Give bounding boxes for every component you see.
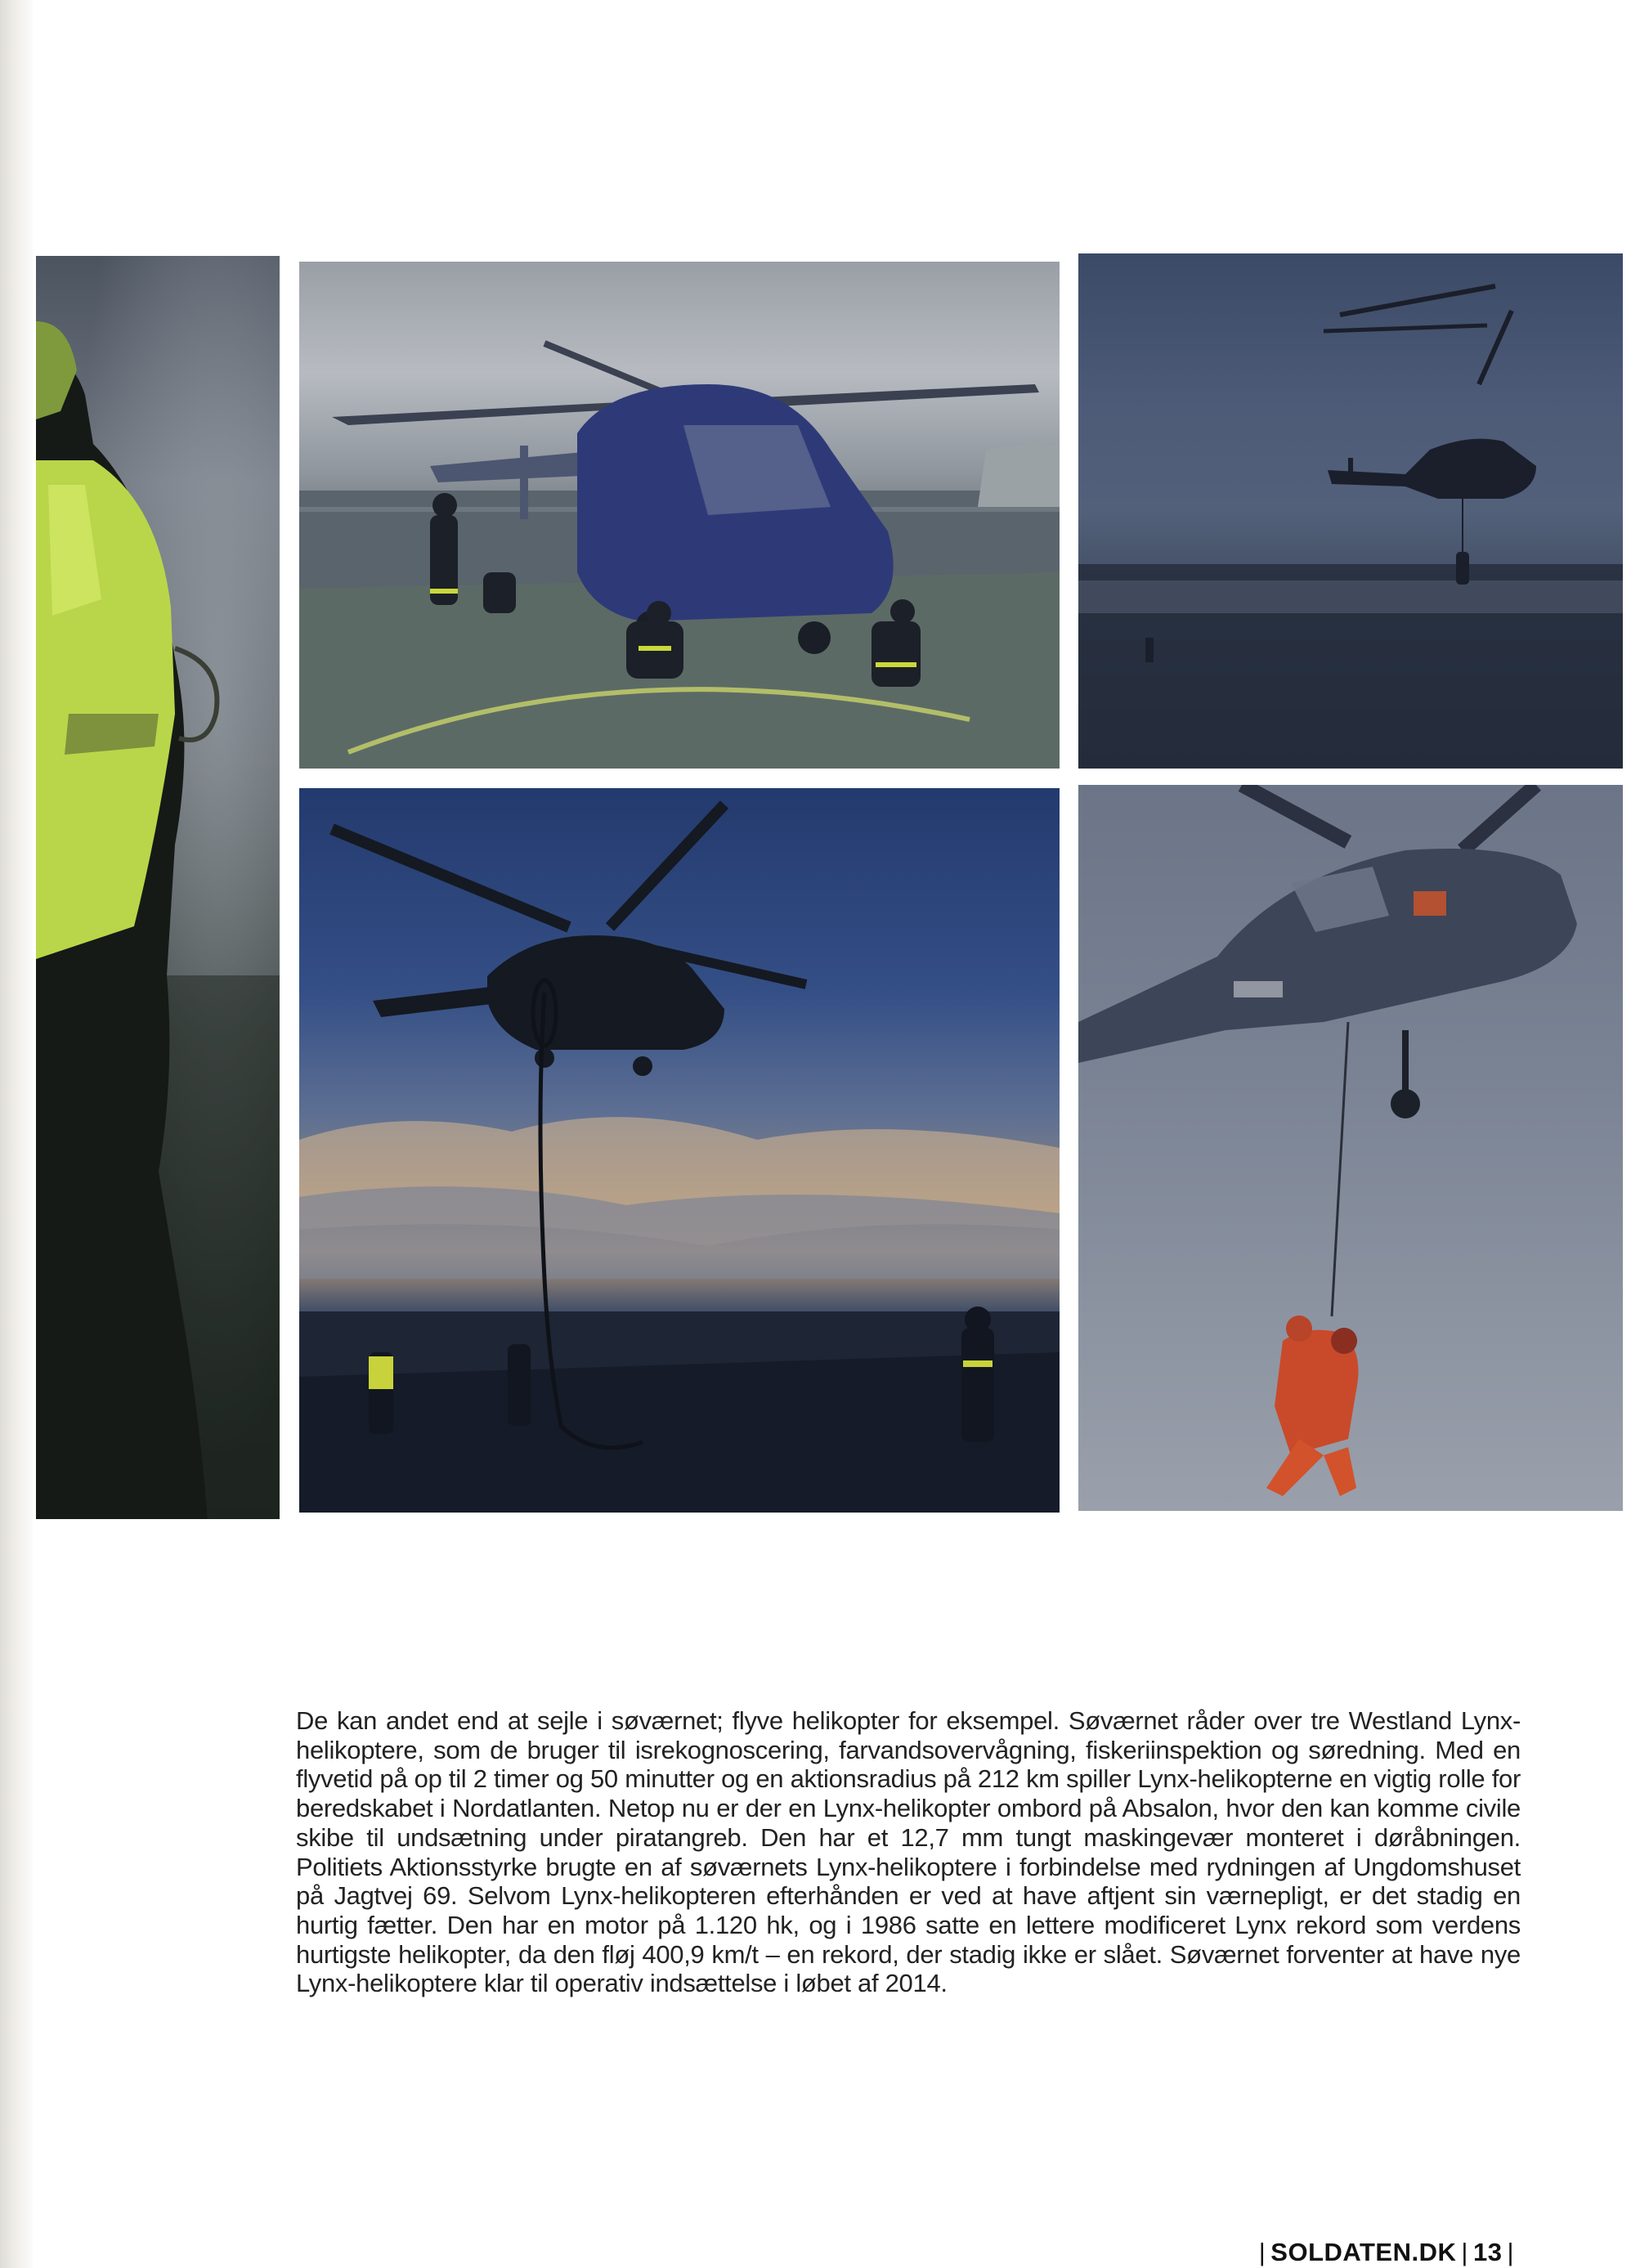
photo-helicopter-rescue-hoist <box>1078 785 1623 1511</box>
article-caption: De kan andet end at sejle i søværnet; flyve helikopter for eksempel. Søværnet råder over tre Westland Lynx-helikoptere, som de bruger til isrekognoscering, farvandsovervågning, fiskeriinspektion og søredning. Med en flyvetid på op til 2 timer og 50 minutter og en aktionsradius på 212 km spiller Lynx-helikopterne en vigtig rolle for beredskabet i Nordatlanten. Netop nu er der en Lynx-helikopter ombord på Absalon, hvor den kan komme civile skibe til undsætning under piratangreb. Den har et 12,7 mm tungt maskingevær monteret i døråbningen. Politiets Aktionsstyrke brugte en af søværnets Lynx-helikoptere i forbindelse med rydningen af Ungdomshuset på Jagtvej 69. Selvom Lynx-helikopteren efterhånden er ved at have aftjent sin værnepligt, er det stadig en hurtig fætter. Den har en motor på 1.120 hk, og i 1986 satte en lettere modificeret Lynx rekord som verdens hurtigste helikopter, da den fløj 400,9 km/t – en rekord, der stadig ikke er slået. Søværnet forventer at have nye Lynx-helikoptere klar til operativ indsættelse i løbet af 2014. <box>296 1706 1521 1998</box>
footer-divider: | <box>1507 2238 1514 2266</box>
page-footer <box>1254 2238 1519 2267</box>
footer-divider: | <box>1461 2238 1468 2266</box>
page-number: 13 <box>1472 2238 1503 2266</box>
photo-helicopter-dusk-winch <box>1078 253 1623 769</box>
photo-helicopter-on-deck <box>299 262 1060 769</box>
photo-helicopter-sunset-hover <box>299 788 1060 1513</box>
footer-site-name: SOLDATEN.DK <box>1270 2238 1457 2266</box>
footer-divider: | <box>1258 2238 1266 2266</box>
page-gutter <box>0 0 33 2268</box>
photo-crew-hi-vis-jacket <box>36 256 280 1519</box>
